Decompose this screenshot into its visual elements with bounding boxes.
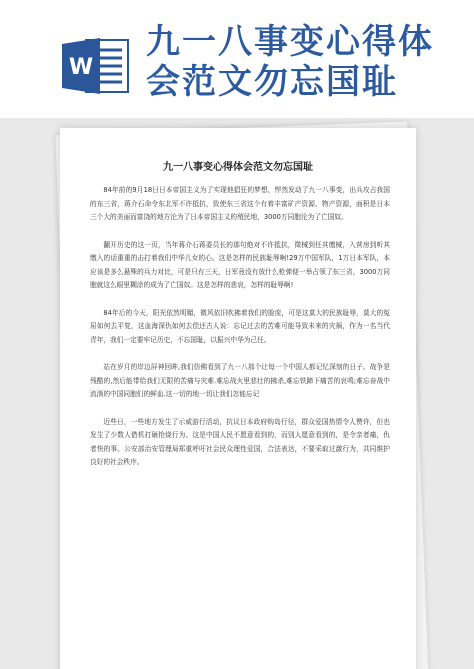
word-document-icon [60, 36, 132, 96]
document-page [60, 128, 416, 669]
banner-title-line2: 会范文勿忘国耻 [146, 62, 398, 102]
document-preview-area [0, 118, 474, 669]
svg-text:W: W [68, 55, 94, 80]
document-body [90, 184, 390, 484]
banner-title-line1: 九一八事变心得体 [146, 22, 434, 62]
paragraph-3: 84年后的今天，阳光依然明媚，微风依旧吹拂着我们的脸庞，可是这莫大的民族耻辱，莫大的冤屈如何去平复，这血海深仇如何去偿还古人说：忘记过去的苦难可能导致未来的灾祸，作为一名当代青年，我们一定要牢记历史，不忘国耻，以振兴中华为己任。 [90, 308, 390, 344]
header-banner [0, 0, 474, 118]
paragraph-1: 84年前的9月18日日本帝国主义为了实现他猖狂的梦想，悍然发动了九一八事变，出兵攻占我国的东三省，蒋介石命令东北军不许抵抗，致使东三省这个有着丰富矿产资源、物产资源，面积是日本三个大的美丽而富饶的地方沦为了日本帝国主义的殖民地，3000万同胞沦为了亡国奴。 [90, 186, 390, 221]
paragraph-2: 翻开历史的这一页，当年蒋介石蒋委员长的那句绝对不许抵抗，徵械到任其缴械，入营房到听其缴入的话重重的击打着我们中华儿女的心。这是怎样的民族耻辱啊!29万中国军队，1万日本军队，本应该是多么悬殊的兵力对比，可是只有三天，日军竟没有放什么枪弹便一举占领了东三省，3000万同胞就这么眼里糊涂的成为了亡国奴。这是怎样的悲哀，怎样的耻辱啊! [90, 240, 390, 289]
paragraph-5: 近些日，一些地方发生了示威游行活动，抗议日本政府购岛行径，群众爱国热情令人赞许，但也发生了少数人借机打砸抢烧行为。这是中国人民不愿意看到的，而别人愿意看到的，是令亲者痛，仇者快的事。公安部治安管理局郑重呼吁社会民众理性爱国，合法表达，不要采取过激行为，共同维护良好的社会秩序。 [90, 417, 390, 466]
paragraph-4: 站在岁月的岸边屏神回眸,我们仿佛看到了九一八那个让每一个中国人都记忆深刻的日子。战争是残酷的,然后能带给我们无限的苦痛与灾难.难忘战火里悲壮的拂杀,难忘铁蹄下痛苦的哀鸣;难忘奋战中流淌的中国同胞们的鲜血.这一切的地一切让我们怎能忘记 [90, 363, 390, 398]
document-title: 九一八事变心得体会范文勿忘国耻 [163, 162, 313, 173]
